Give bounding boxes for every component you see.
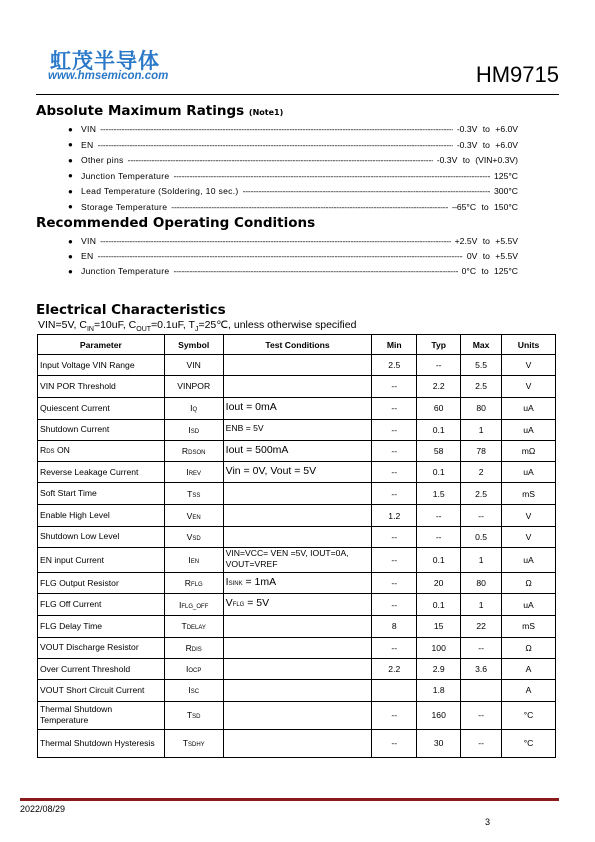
cell-test-conditions: [223, 355, 372, 376]
cell-parameter: Quiescent Current: [38, 397, 165, 419]
spec-label: Junction Temperature: [81, 170, 170, 181]
amr-item: [68, 154, 518, 166]
cell-min: 1.2: [372, 505, 417, 526]
leader-dots: [100, 236, 450, 246]
cell-max: 2: [461, 462, 502, 483]
cell-typ: 2.9: [417, 658, 461, 679]
cell-typ: 60: [417, 397, 461, 419]
amr-item: [68, 201, 518, 213]
table-header-row: [38, 335, 556, 355]
leader-dots: [173, 171, 490, 181]
table-row: [38, 419, 556, 440]
cell-max: 1: [461, 419, 502, 440]
cell-parameter: FLG Output Resistor: [38, 573, 165, 594]
table-row: [38, 483, 556, 505]
cell-typ: 1.5: [417, 483, 461, 505]
header-typ: Typ: [417, 335, 461, 355]
cell-parameter: Enable High Level: [38, 505, 165, 526]
leader-dots: [128, 155, 433, 165]
spec-value: –65°C to 150°C: [452, 201, 518, 212]
table-row: [38, 594, 556, 615]
spec-label: Junction Temperature: [81, 266, 170, 277]
amr-note: (Note1): [248, 108, 284, 117]
cell-test-conditions: Vin = 0V, Vout = 5V: [223, 462, 372, 483]
part-number: HM9715: [475, 62, 559, 87]
roc-item: [68, 265, 518, 277]
cell-symbol: VSD: [164, 526, 223, 547]
table-row: [38, 615, 556, 637]
spec-value: -0.3V to (VIN+0.3V): [436, 155, 518, 165]
table-row: [38, 548, 556, 573]
table-row: [38, 462, 556, 483]
cell-min: --: [372, 573, 417, 594]
cell-units: uA: [502, 419, 556, 440]
cell-max: 1: [461, 594, 502, 615]
table-row: [38, 355, 556, 376]
cell-max: 5.5: [461, 355, 502, 376]
cell-units: mS: [502, 483, 556, 505]
cell-max: 2.5: [461, 376, 502, 397]
cell-max: 22: [461, 615, 502, 637]
cell-test-conditions: [223, 637, 372, 658]
cell-units: A: [502, 658, 556, 679]
cell-units: mΩ: [502, 440, 556, 461]
roc-item: [68, 235, 518, 247]
cell-test-conditions: Iout = 0mA: [223, 397, 372, 419]
cell-typ: 15: [417, 615, 461, 637]
cell-parameter: Soft Start Time: [38, 483, 165, 505]
electrical-characteristics-table: [37, 334, 556, 758]
cell-test-conditions: [223, 483, 372, 505]
cell-units: V: [502, 505, 556, 526]
table-row: [38, 637, 556, 658]
bullet-icon: ●: [68, 140, 73, 149]
cell-parameter: FLG Off Current: [38, 594, 165, 615]
roc-heading: Recommended Operating Conditions: [36, 215, 316, 231]
leader-dots: [100, 124, 453, 134]
cell-symbol: ISD: [164, 419, 223, 440]
cell-parameter: Over Current Threshold: [38, 658, 165, 679]
cell-min: --: [372, 594, 417, 615]
cell-typ: 160: [417, 701, 461, 729]
cell-typ: 0.1: [417, 462, 461, 483]
cell-typ: --: [417, 526, 461, 547]
cell-typ: 0.1: [417, 548, 461, 573]
bullet-icon: ●: [68, 202, 73, 211]
spec-value: 0°C to 125°C: [461, 266, 518, 277]
bullet-icon: ●: [68, 236, 73, 246]
table-row: [38, 505, 556, 526]
cell-min: --: [372, 526, 417, 547]
cell-symbol: VINPOR: [164, 376, 223, 397]
cell-test-conditions: [223, 701, 372, 729]
spec-value: -0.3V to +6.0V: [456, 124, 518, 134]
cell-max: 80: [461, 397, 502, 419]
spec-label: Storage Temperature: [81, 201, 168, 212]
leader-dots: [173, 266, 457, 276]
cell-min: --: [372, 729, 417, 757]
cell-parameter: Input Voltage VIN Range: [38, 355, 165, 376]
roc-item: [68, 250, 518, 262]
header-min: Min: [372, 335, 417, 355]
cell-parameter: RDS ON: [38, 440, 165, 461]
cell-units: V: [502, 526, 556, 547]
cell-min: --: [372, 637, 417, 658]
cell-min: --: [372, 419, 417, 440]
cell-max: 78: [461, 440, 502, 461]
cell-units: uA: [502, 548, 556, 573]
leader-dots: [243, 186, 490, 196]
spec-label: EN: [81, 139, 94, 150]
cell-max: [461, 680, 502, 701]
table-row: [38, 680, 556, 701]
cell-symbol: IQ: [164, 397, 223, 419]
cell-typ: 20: [417, 573, 461, 594]
amr-item: [68, 185, 518, 197]
cell-min: [372, 680, 417, 701]
cell-min: 2.2: [372, 658, 417, 679]
ec-heading: Electrical Characteristics: [36, 302, 226, 318]
cell-max: 3.6: [461, 658, 502, 679]
page-number: 3: [485, 817, 491, 827]
spec-value: 300°C: [494, 186, 518, 196]
cell-parameter: Reverse Leakage Current: [38, 462, 165, 483]
cell-parameter: VOUT Short Circuit Current: [38, 680, 165, 701]
cell-min: --: [372, 483, 417, 505]
cell-units: °C: [502, 729, 556, 757]
cell-min: --: [372, 376, 417, 397]
cell-parameter: VIN POR Threshold: [38, 376, 165, 397]
table-row: [38, 701, 556, 729]
cell-test-conditions: [223, 526, 372, 547]
table-row: [38, 440, 556, 461]
cell-symbol: TSS: [164, 483, 223, 505]
cell-min: --: [372, 548, 417, 573]
leader-dots: [98, 251, 463, 261]
cell-test-conditions: [223, 729, 372, 757]
cell-test-conditions: VIN=VCC= VEN =5V, IOUT=0A, VOUT=VREF: [223, 548, 372, 573]
cell-min: --: [372, 397, 417, 419]
bullet-icon: ●: [68, 186, 73, 196]
header-parameter: Parameter: [38, 335, 165, 355]
cell-symbol: ISC: [164, 680, 223, 701]
cell-symbol: TSDHY: [164, 729, 223, 757]
cell-typ: --: [417, 505, 461, 526]
cell-min: --: [372, 701, 417, 729]
cell-units: uA: [502, 397, 556, 419]
table-row: [38, 729, 556, 757]
bullet-icon: ●: [68, 124, 73, 134]
leader-dots: [171, 202, 448, 212]
cell-symbol: TDELAY: [164, 615, 223, 637]
cell-test-conditions: ISINK = 1mA: [223, 573, 372, 594]
cell-units: Ω: [502, 637, 556, 658]
cell-test-conditions: [223, 658, 372, 679]
cell-typ: 0.1: [417, 419, 461, 440]
cell-symbol: IREV: [164, 462, 223, 483]
cell-test-conditions: VFLG = 5V: [223, 594, 372, 615]
cell-max: --: [461, 505, 502, 526]
cell-symbol: IFLG_OFF: [164, 594, 223, 615]
cell-typ: 58: [417, 440, 461, 461]
company-url: www.hmsemicon.com: [48, 70, 169, 82]
footer-rule: [20, 798, 559, 801]
cell-units: V: [502, 355, 556, 376]
amr-item: [68, 170, 518, 182]
amr-item: [68, 139, 518, 151]
cell-typ: --: [417, 355, 461, 376]
spec-value: +2.5V to +5.5V: [454, 236, 518, 246]
leader-dots: [98, 140, 453, 150]
cell-max: --: [461, 729, 502, 757]
cell-min: 8: [372, 615, 417, 637]
header-max: Max: [461, 335, 502, 355]
spec-label: Lead Temperature (Soldering, 10 sec.): [81, 186, 239, 196]
table-row: [38, 526, 556, 547]
cell-typ: 100: [417, 637, 461, 658]
ec-conditions: VIN=5V, $C_{IN}=10uF$, $C_{OUT}=0.1uF$, $T_J=25℃$, unless otherwise specified: [38, 319, 357, 334]
spec-value: 125°C: [494, 170, 518, 181]
cell-test-conditions: ENB = 5V: [223, 419, 372, 440]
cell-parameter: Thermal Shutdown Temperature: [38, 701, 165, 729]
header-test-conditions: Test Conditions: [223, 335, 372, 355]
header-symbol: Symbol: [164, 335, 223, 355]
cell-max: 1: [461, 548, 502, 573]
cell-min: --: [372, 462, 417, 483]
cell-max: 80: [461, 573, 502, 594]
cell-parameter: EN input Current: [38, 548, 165, 573]
spec-label: VIN: [81, 236, 97, 246]
bullet-icon: ●: [68, 171, 73, 180]
cell-symbol: TSD: [164, 701, 223, 729]
cell-max: --: [461, 701, 502, 729]
amr-heading: Absolute Maximum Ratings (Note1): [36, 103, 284, 119]
company-logo-chinese: 虹茂半导体: [50, 49, 160, 73]
cell-test-conditions: [223, 680, 372, 701]
cell-max: 2.5: [461, 483, 502, 505]
table-row: [38, 573, 556, 594]
cell-symbol: VEN: [164, 505, 223, 526]
header-rule: [36, 94, 559, 95]
spec-value: 0V to +5.5V: [466, 251, 518, 262]
cell-symbol: IEN: [164, 548, 223, 573]
cell-units: Ω: [502, 573, 556, 594]
cell-parameter: VOUT Discharge Resistor: [38, 637, 165, 658]
cell-typ: 0.1: [417, 594, 461, 615]
cell-max: --: [461, 637, 502, 658]
cell-typ: 1.8: [417, 680, 461, 701]
cell-symbol: RDSON: [164, 440, 223, 461]
cell-units: A: [502, 680, 556, 701]
cell-parameter: Shutdown Current: [38, 419, 165, 440]
cell-max: 0.5: [461, 526, 502, 547]
bullet-icon: ●: [68, 266, 73, 276]
table-row: [38, 397, 556, 419]
cell-test-conditions: Iout = 500mA: [223, 440, 372, 461]
footer-date: 2022/08/29: [20, 804, 66, 814]
spec-value: -0.3V to +6.0V: [456, 139, 518, 150]
bullet-icon: ●: [68, 155, 73, 165]
cell-symbol: VIN: [164, 355, 223, 376]
cell-test-conditions: [223, 615, 372, 637]
cell-min: 2.5: [372, 355, 417, 376]
spec-label: VIN: [81, 124, 97, 134]
cell-symbol: RFLG: [164, 573, 223, 594]
cell-parameter: FLG Delay Time: [38, 615, 165, 637]
cell-units: uA: [502, 594, 556, 615]
header-units: Units: [502, 335, 556, 355]
table-row: [38, 658, 556, 679]
cell-typ: 30: [417, 729, 461, 757]
bullet-icon: ●: [68, 251, 73, 261]
cell-units: °C: [502, 701, 556, 729]
cell-units: uA: [502, 462, 556, 483]
spec-label: EN: [81, 251, 94, 262]
cell-units: mS: [502, 615, 556, 637]
spec-label: Other pins: [81, 155, 124, 165]
cell-min: --: [372, 440, 417, 461]
cell-parameter: Shutdown Low Level: [38, 526, 165, 547]
cell-typ: 2.2: [417, 376, 461, 397]
cell-test-conditions: [223, 376, 372, 397]
cell-units: V: [502, 376, 556, 397]
amr-item: [68, 123, 518, 135]
cell-symbol: RDIS: [164, 637, 223, 658]
cell-symbol: IOCP: [164, 658, 223, 679]
table-row: [38, 376, 556, 397]
cell-test-conditions: [223, 505, 372, 526]
cell-parameter: Thermal Shutdown Hysteresis: [38, 729, 165, 757]
